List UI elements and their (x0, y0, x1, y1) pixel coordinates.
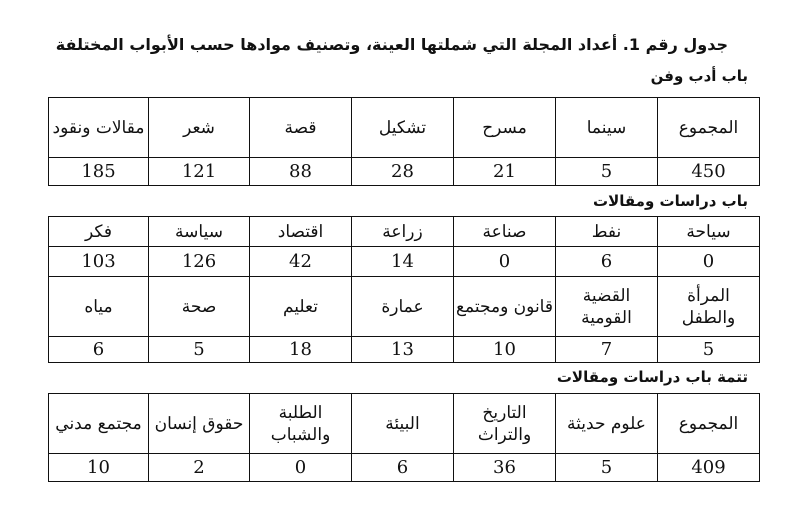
value-cell: 42 (250, 247, 352, 277)
header-cell: علوم حديثة (556, 394, 658, 454)
value-cell: 0 (250, 454, 352, 482)
header-cell: قصة (250, 98, 352, 158)
value-cell: 36 (454, 454, 556, 482)
value-cell: 21 (454, 158, 556, 186)
value-cell: 5 (556, 454, 658, 482)
header-cell: قانون ومجتمع (454, 277, 556, 337)
value-cell: 0 (658, 247, 760, 277)
value-cell: 5 (658, 337, 760, 363)
header-cell: تشكيل (352, 98, 454, 158)
section-heading-studies: باب دراسات ومقالات (593, 192, 748, 210)
header-cell: فكر (49, 217, 149, 247)
header-cell: زراعة (352, 217, 454, 247)
value-cell: 409 (658, 454, 760, 482)
header-cell: القضية القومية (556, 277, 658, 337)
value-cell: 10 (454, 337, 556, 363)
table-studies (48, 216, 760, 363)
value-cell: 185 (49, 158, 149, 186)
table-header-row (49, 98, 760, 158)
table-row (49, 454, 760, 482)
header-cell: صناعة (454, 217, 556, 247)
value-cell: 28 (352, 158, 454, 186)
value-cell: 121 (149, 158, 250, 186)
value-cell: 6 (556, 247, 658, 277)
table-header-row (49, 394, 760, 454)
header-cell: مسرح (454, 98, 556, 158)
table-arts (48, 97, 760, 186)
table-row (49, 247, 760, 277)
section-heading-arts: باب أدب وفن (650, 67, 748, 85)
header-cell: الطلبة والشباب (250, 394, 352, 454)
value-cell: 2 (149, 454, 250, 482)
value-cell: 126 (149, 247, 250, 277)
table-header-row (49, 277, 760, 337)
header-cell: سياسة (149, 217, 250, 247)
value-cell: 13 (352, 337, 454, 363)
value-cell: 6 (49, 337, 149, 363)
header-cell: صحة (149, 277, 250, 337)
section-heading-studies-cont: تتمة باب دراسات ومقالات (556, 368, 748, 386)
value-cell: 14 (352, 247, 454, 277)
value-cell: 7 (556, 337, 658, 363)
value-cell: 6 (352, 454, 454, 482)
header-cell: مقالات ونقود (49, 98, 149, 158)
header-cell: التاريخ والتراث (454, 394, 556, 454)
value-cell: 18 (250, 337, 352, 363)
value-cell: 5 (556, 158, 658, 186)
header-cell: مجتمع مدني (49, 394, 149, 454)
value-cell: 5 (149, 337, 250, 363)
header-cell: تعليم (250, 277, 352, 337)
header-cell: مياه (49, 277, 149, 337)
header-cell: البيئة (352, 394, 454, 454)
header-cell: حقوق إنسان (149, 394, 250, 454)
value-cell: 10 (49, 454, 149, 482)
header-cell: سياحة (658, 217, 760, 247)
value-cell: 450 (658, 158, 760, 186)
value-cell: 0 (454, 247, 556, 277)
table-row (49, 337, 760, 363)
header-cell: عمارة (352, 277, 454, 337)
table-row (49, 158, 760, 186)
table-title: جدول رقم 1. أعداد المجلة التي شملتها العينة، وتصنيف موادها حسب الأبواب المختلفة (55, 35, 728, 54)
header-cell: المجموع (658, 394, 760, 454)
value-cell: 103 (49, 247, 149, 277)
header-cell: اقتصاد (250, 217, 352, 247)
header-cell: سينما (556, 98, 658, 158)
header-cell: المرأة والطفل (658, 277, 760, 337)
header-cell: شعر (149, 98, 250, 158)
value-cell: 88 (250, 158, 352, 186)
header-cell: نفط (556, 217, 658, 247)
table-header-row (49, 217, 760, 247)
header-cell: المجموع (658, 98, 760, 158)
table-studies-cont (48, 393, 760, 482)
